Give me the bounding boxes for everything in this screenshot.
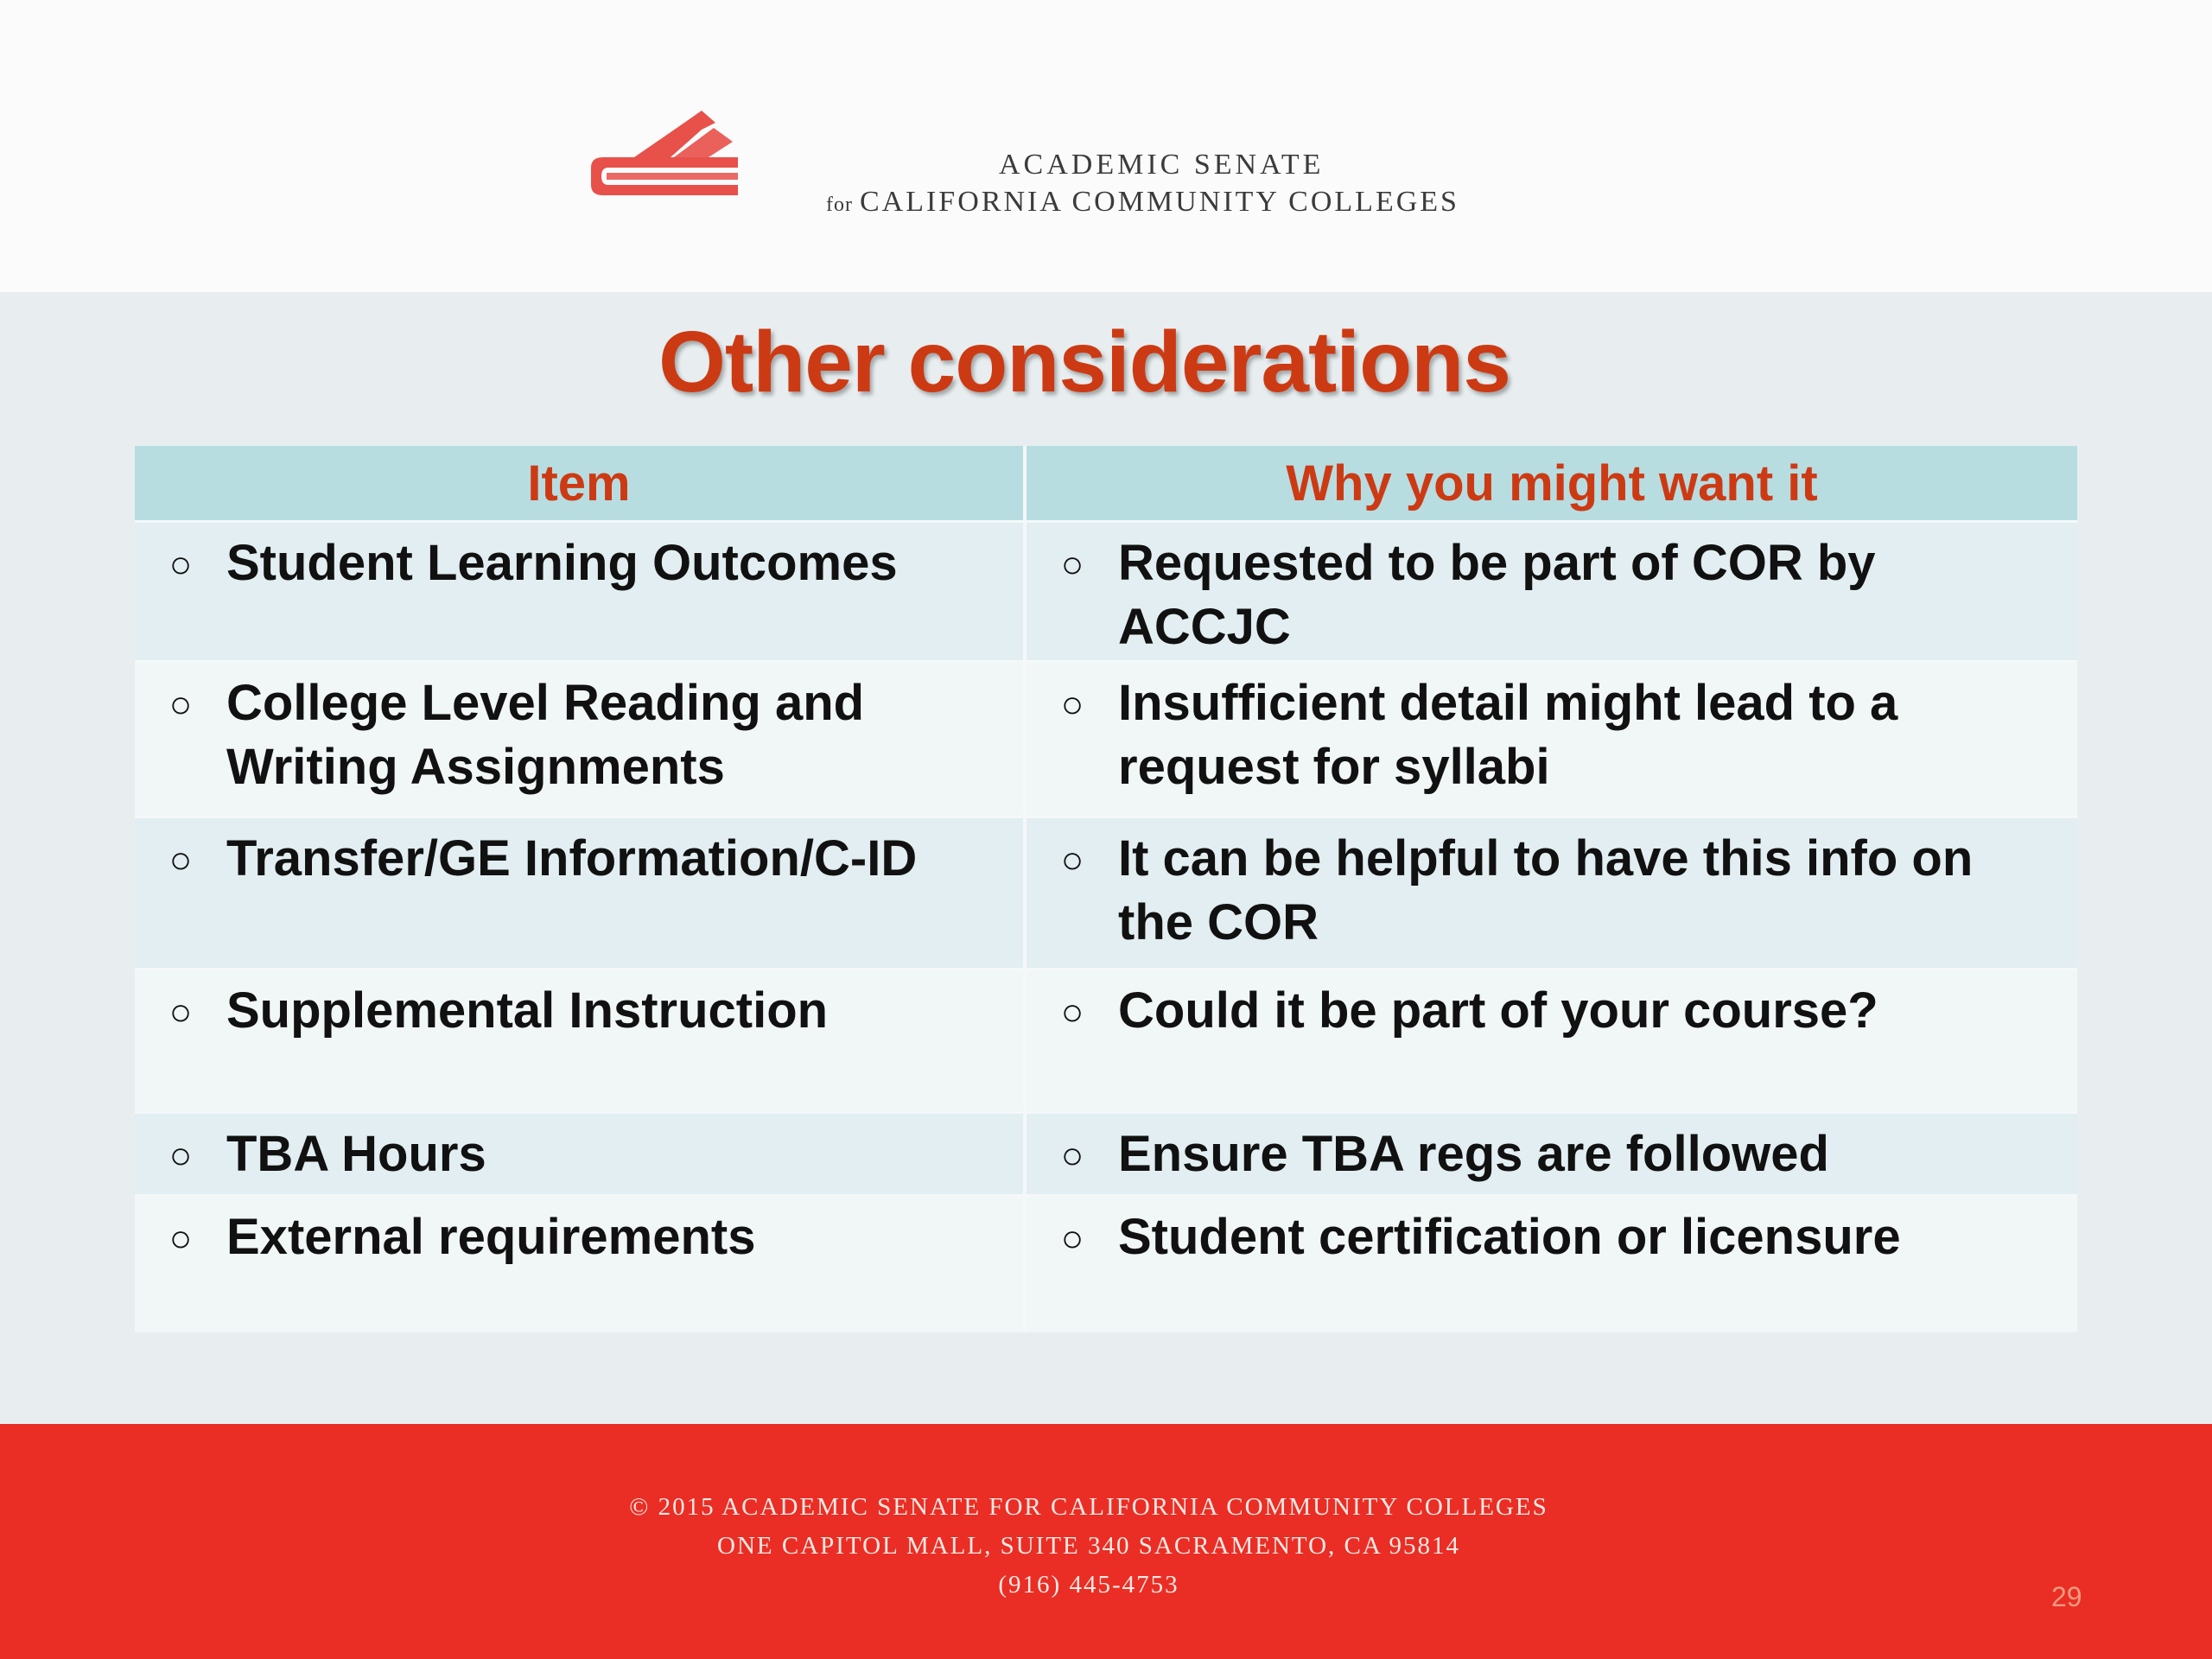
bullet-icon: ○	[1060, 1217, 1084, 1260]
why-cell	[1025, 1196, 2077, 1332]
item-text: Transfer/GE Information/C-ID	[226, 830, 918, 887]
table-row	[135, 817, 2077, 969]
footer-phone: (916) 445-4753	[998, 1571, 1179, 1599]
bullet-icon: ○	[168, 1135, 193, 1177]
book-stack-icon	[588, 104, 743, 216]
bullet-icon: ○	[1060, 839, 1084, 881]
table-row	[135, 969, 2077, 1113]
item-cell	[135, 817, 1025, 969]
org-name-line2	[826, 186, 1459, 219]
bullet-icon: ○	[168, 991, 193, 1033]
page-number: 29	[2051, 1581, 2082, 1612]
bullet-icon: ○	[168, 543, 193, 586]
bullet-icon: ○	[1060, 1135, 1084, 1177]
why-text: Student certification or licensure	[1118, 1209, 1901, 1265]
item-cell	[135, 522, 1025, 662]
item-text: TBA Hours	[226, 1126, 486, 1182]
why-cell	[1025, 662, 2077, 817]
item-text: External requirements	[226, 1209, 756, 1265]
column-header-why: Why you might want it	[1025, 446, 2077, 522]
why-text: Could it be part of your course?	[1118, 982, 1878, 1039]
item-text: College Level Reading and Writing Assignments	[226, 675, 865, 795]
bullet-icon: ○	[168, 683, 193, 726]
org-name-line1: ACADEMIC SENATE	[999, 149, 1325, 181]
org-name-prefix: for	[826, 194, 853, 216]
item-text: Supplemental Instruction	[226, 982, 829, 1039]
item-cell	[135, 1196, 1025, 1332]
org-name-main: CALIFORNIA COMMUNITY COLLEGES	[859, 186, 1459, 218]
why-text: Insufficient detail might lead to a request for syllabi	[1118, 675, 1898, 795]
item-text: Student Learning Outcomes	[226, 535, 898, 591]
table-row	[135, 1196, 2077, 1332]
table-row	[135, 662, 2077, 817]
why-text: Ensure TBA regs are followed	[1118, 1126, 1829, 1182]
header	[0, 0, 2212, 292]
footer-contact	[0, 1488, 2177, 1605]
why-cell	[1025, 969, 2077, 1113]
footer-address: ONE CAPITOL MALL, SUITE 340 SACRAMENTO, CA 95814	[717, 1532, 1460, 1560]
item-cell	[135, 969, 1025, 1113]
why-cell	[1025, 817, 2077, 969]
bullet-icon: ○	[1060, 683, 1084, 726]
table-header-row	[135, 446, 2077, 522]
table-row	[135, 522, 2077, 662]
column-header-item: Item	[135, 446, 1025, 522]
slide-title: Other considerations	[658, 314, 1510, 410]
bullet-icon: ○	[1060, 543, 1084, 586]
table-row	[135, 1113, 2077, 1196]
why-text: Requested to be part of COR by ACCJC	[1118, 535, 1876, 655]
why-cell	[1025, 522, 2077, 662]
considerations-table	[135, 446, 2077, 1332]
footer	[0, 1424, 2212, 1659]
bullet-icon: ○	[168, 1217, 193, 1260]
bullet-icon: ○	[168, 839, 193, 881]
why-cell	[1025, 1113, 2077, 1196]
bullet-icon: ○	[1060, 991, 1084, 1033]
footer-copyright: © 2015 ACADEMIC SENATE FOR CALIFORNIA COMMUNITY COLLEGES	[629, 1493, 1548, 1521]
why-text: It can be helpful to have this info on the COR	[1118, 830, 1974, 950]
item-cell	[135, 662, 1025, 817]
item-cell	[135, 1113, 1025, 1196]
